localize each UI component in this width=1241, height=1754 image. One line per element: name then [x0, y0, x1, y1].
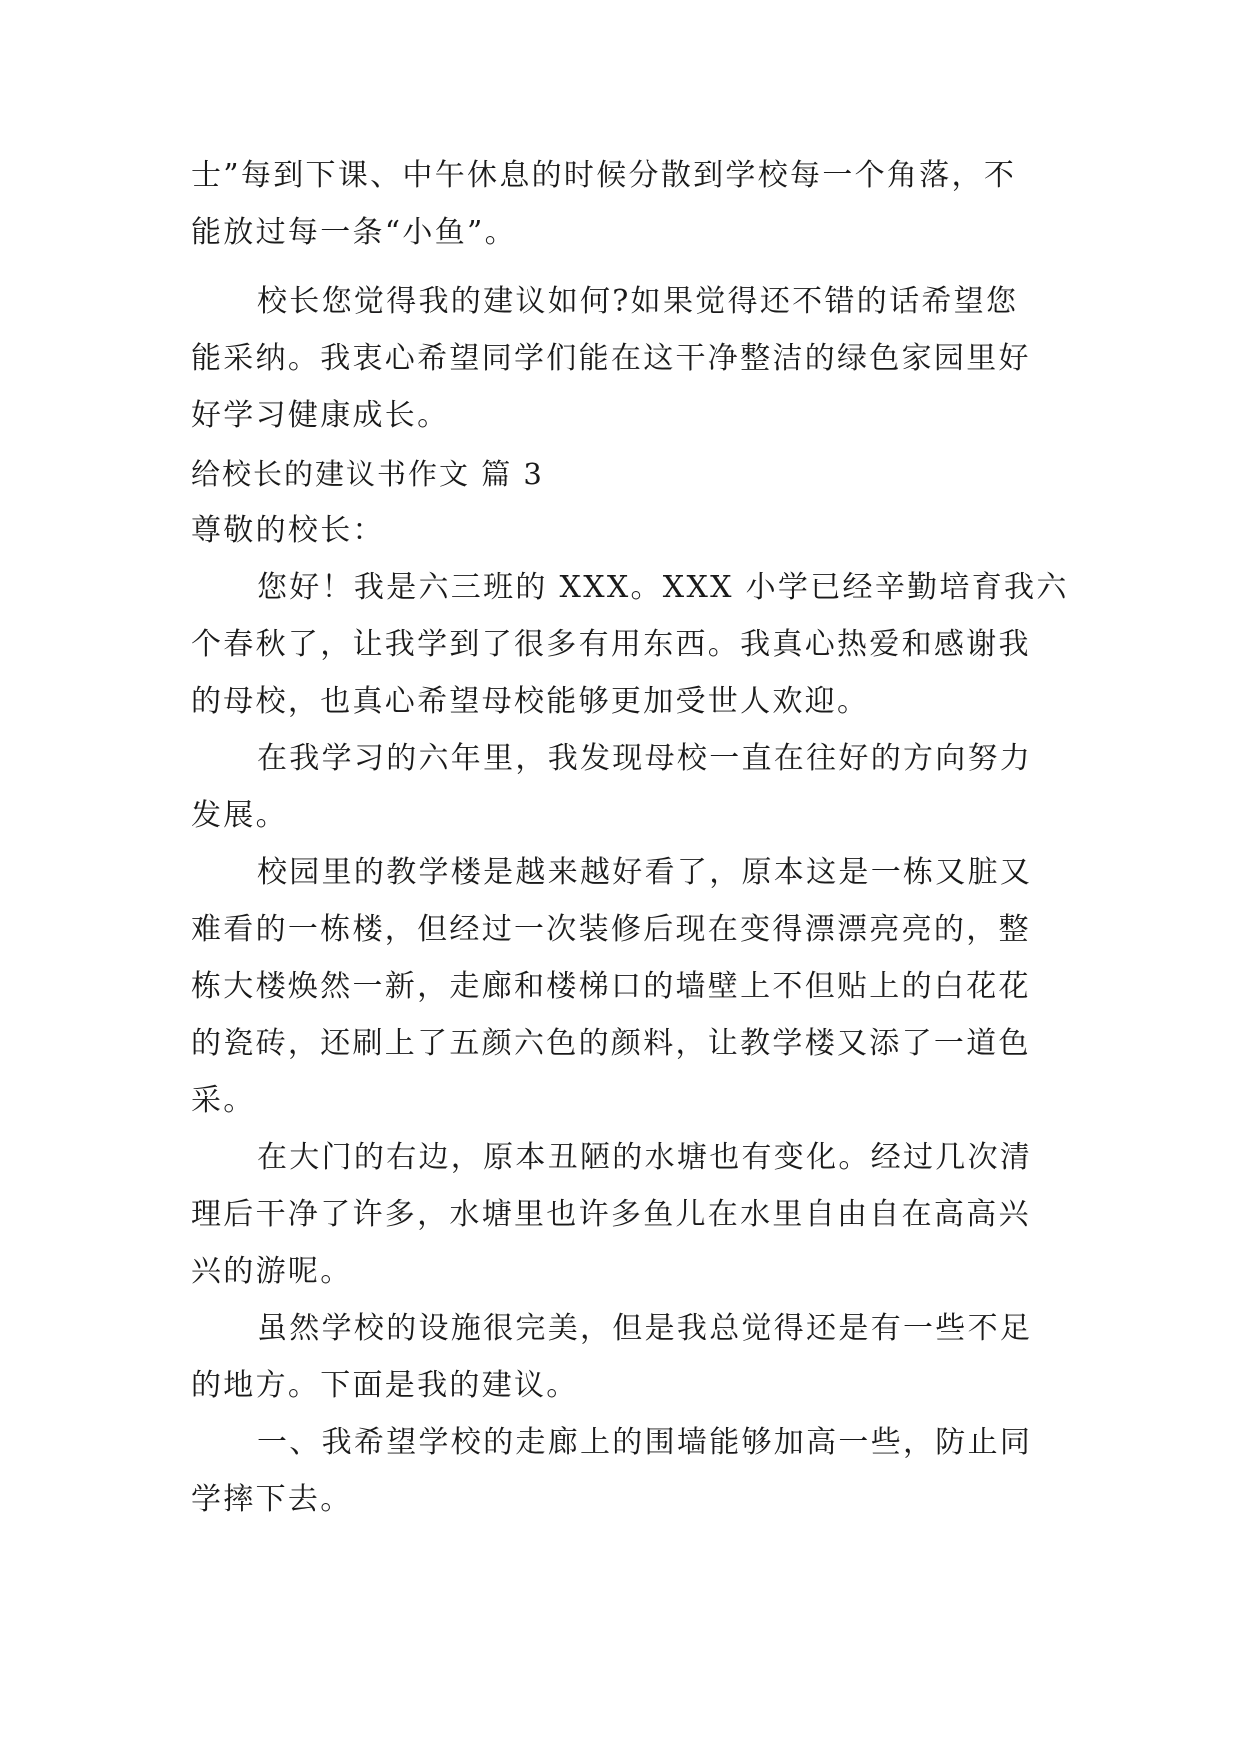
text-line: 发展。	[191, 798, 288, 833]
text-line: 栋大楼焕然一新，走廊和楼梯口的墙壁上不但贴上的白花花	[191, 969, 1031, 1004]
text-line: 个春秋了，让我学到了很多有用东西。我真心热爱和感谢我	[191, 627, 1031, 662]
text-line: 的地方。下面是我的建议。	[191, 1368, 579, 1403]
paragraph-first-line: 一、我希望学校的走廊上的围墙能够加高一些，防止同	[257, 1425, 1033, 1460]
text-line: 能采纳。我衷心希望同学们能在这干净整洁的绿色家园里好	[191, 341, 1031, 376]
paragraph-first-line: 在我学习的六年里，我发现母校一直在往好的方向努力	[257, 741, 1033, 776]
text-line: 的瓷砖，还刷上了五颜六色的颜料，让教学楼又添了一道色	[191, 1026, 1031, 1061]
text-line: 采。	[191, 1083, 256, 1118]
paragraph-first-line: 您好！我是六三班的 XXX。XXX 小学已经辛勤培育我六	[257, 570, 1069, 605]
text-line: 理后干净了许多，水塘里也许多鱼儿在水里自由自在高高兴	[191, 1197, 1031, 1232]
text-line: 的母校，也真心希望母校能够更加受世人欢迎。	[191, 684, 870, 719]
text-line: 学摔下去。	[191, 1482, 353, 1517]
text-line: 能放过每一条“小鱼”。	[191, 215, 517, 250]
paragraph-first-line: 校园里的教学楼是越来越好看了，原本这是一栋又脏又	[257, 855, 1033, 890]
text-line: 士”每到下课、中午休息的时候分散到学校每一个角落，不	[191, 158, 1017, 193]
paragraph-first-line: 在大门的右边，原本丑陋的水塘也有变化。经过几次清	[257, 1140, 1033, 1175]
salutation: 尊敬的校长：	[191, 513, 385, 548]
paragraph-first-line: 校长您觉得我的建议如何?如果觉得还不错的话希望您	[257, 284, 1019, 319]
section-heading: 给校长的建议书作文 篇 3	[191, 457, 544, 491]
text-line: 兴的游呢。	[191, 1254, 353, 1289]
text-line: 好学习健康成长。	[191, 398, 450, 433]
text-line: 难看的一栋楼，但经过一次装修后现在变得漂漂亮亮的，整	[191, 912, 1031, 947]
paragraph-first-line: 虽然学校的设施很完美，但是我总觉得还是有一些不足	[257, 1311, 1033, 1346]
